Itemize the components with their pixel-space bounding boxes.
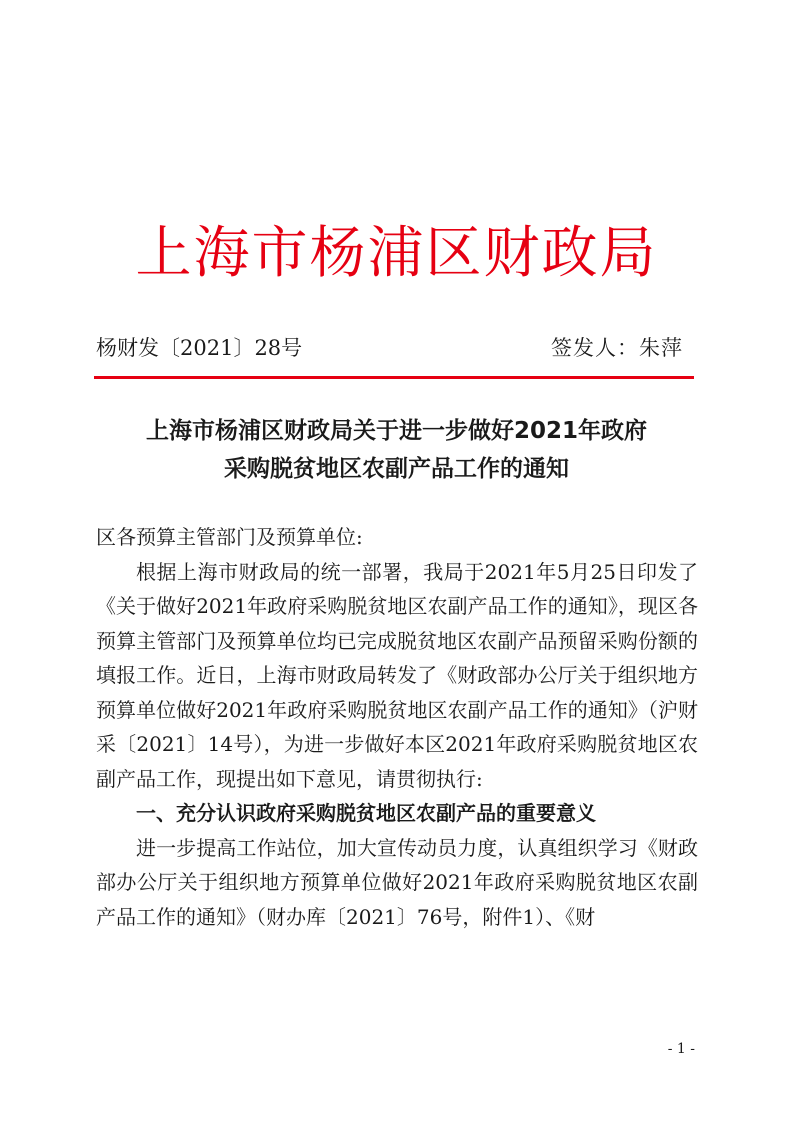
document-title	[80, 412, 713, 488]
paragraph-1: 根据上海市财政局的统一部署，我局于2021年5月25日印发了《关于做好2021年政府采购脱贫地区农副产品工作的通知》，现区各预算主管部门及预算单位均已完成脱贫地区农副产品预留采购份额的填报工作。近日，上海市财政局转发了《财政部办公厅关于组织地方预算单位做好2021年政府采购脱贫地区农副产品工作的通知》（沪财采〔2021〕14号），为进一步做好本区2021年政府采购脱贫地区农副产品工作，现提出如下意见，请贯彻执行:	[96, 559, 698, 791]
document-body	[96, 520, 698, 934]
signer: 签发人：朱萍	[551, 336, 683, 360]
title-line-1: 上海市杨浦区财政局关于进一步做好2021年政府	[145, 418, 647, 444]
salutation: 区各预算主管部门及预算单位:	[96, 525, 363, 549]
document-number: 杨财发〔2021〕28号	[96, 336, 303, 360]
section-1-heading: 一、充分认识政府采购脱贫地区农副产品的重要意义	[136, 801, 596, 825]
title-line-2: 采购脱贫地区农副产品工作的通知	[224, 456, 569, 482]
paragraph-2: 进一步提高工作站位，加大宣传动员力度，认真组织学习《财政部办公厅关于组织地方预算单位做好2021年政府采购脱贫地区农副产品工作的通知》（财办库〔2021〕76号，附件1）、《财	[96, 835, 698, 929]
page-number: - 1 -	[667, 1041, 695, 1057]
red-divider	[94, 376, 694, 379]
letterhead: 上海市杨浦区财政局	[135, 221, 658, 286]
